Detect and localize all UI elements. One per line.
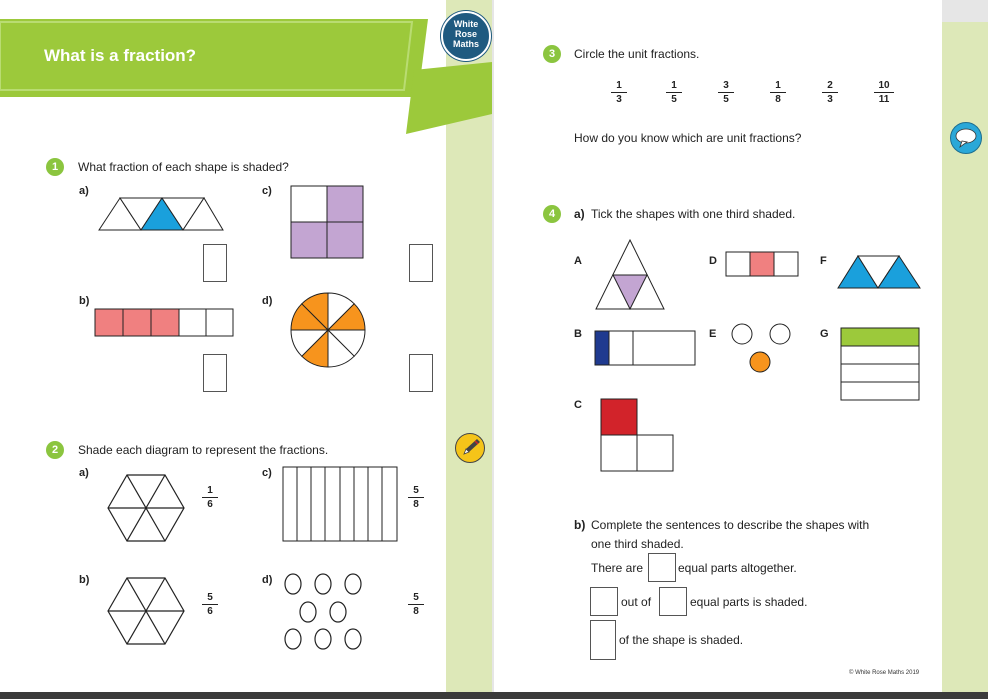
q4-shape-a[interactable] xyxy=(595,239,665,311)
q4-shape-label-g: G xyxy=(820,328,829,340)
logo-text-white: White xyxy=(453,19,479,29)
q1-part-c-label: c) xyxy=(262,185,272,197)
q3-fraction-2-numerator: 1 xyxy=(666,80,682,93)
q4-shape-label-f: F xyxy=(820,255,827,267)
q4-shape-label-c: C xyxy=(574,399,582,411)
q4-shape-c[interactable] xyxy=(600,398,674,472)
q4-part-b-label: b) xyxy=(574,518,586,532)
q4-part-b-line2: one third shaded. xyxy=(591,537,684,551)
q1c-square-shape xyxy=(290,185,364,259)
q3-fraction-3-denominator: 5 xyxy=(723,94,729,105)
q3-fraction-4 xyxy=(770,80,786,105)
q3-fraction-1 xyxy=(611,80,627,105)
q3-fraction-1-numerator: 1 xyxy=(611,80,627,93)
q2-part-d-label: d) xyxy=(262,574,273,586)
q2c-fraction-numerator: 5 xyxy=(408,485,424,498)
q1d-answer-box[interactable] xyxy=(409,354,433,392)
q3-fraction-5 xyxy=(822,80,838,105)
q1-text: What fraction of each shape is shaded? xyxy=(78,160,289,174)
q3-fraction-5-denominator: 3 xyxy=(827,94,833,105)
q1a-answer-box[interactable] xyxy=(203,244,227,282)
q2a-fraction xyxy=(202,485,218,510)
q2-text: Shade each diagram to represent the fractions. xyxy=(78,443,329,457)
pencil-icon-glyph xyxy=(456,434,484,462)
q3-fraction-2 xyxy=(666,80,682,105)
q3-fraction-6-numerator: 10 xyxy=(874,80,894,93)
q2c-fraction-denominator: 8 xyxy=(413,499,419,510)
q2b-hexagon-shape[interactable] xyxy=(106,572,186,650)
speech-bubble-icon xyxy=(950,122,982,154)
q3-number: 3 xyxy=(543,45,561,63)
q3-followup-text: How do you know which are unit fractions? xyxy=(574,131,802,145)
left-page xyxy=(0,0,492,692)
q4-shape-label-d: D xyxy=(709,255,717,267)
q3-fraction-4-denominator: 8 xyxy=(775,94,781,105)
q3-fraction-3-numerator: 3 xyxy=(718,80,734,93)
q3-text: Circle the unit fractions. xyxy=(574,47,700,61)
q2c-bar-shape[interactable] xyxy=(282,466,398,542)
q4-part-b-line1: Complete the sentences to describe the shapes with xyxy=(591,518,870,532)
sentence2-suffix: equal parts is shaded. xyxy=(690,595,808,609)
q1a-triangles-shape xyxy=(98,197,224,232)
white-rose-maths-logo xyxy=(441,11,491,61)
q3-fraction-4-numerator: 1 xyxy=(770,80,786,93)
q3-fraction-5-numerator: 2 xyxy=(822,80,838,93)
q2d-fraction-denominator: 8 xyxy=(413,606,419,617)
q2d-fraction-numerator: 5 xyxy=(408,592,424,605)
q4-shape-f[interactable] xyxy=(837,255,921,289)
q2b-fraction-denominator: 6 xyxy=(207,606,213,617)
sentence1-prefix: There are xyxy=(591,561,644,575)
q1-part-d-label: d) xyxy=(262,295,273,307)
speech-bubble-icon-glyph xyxy=(951,123,981,153)
q1c-answer-box[interactable] xyxy=(409,244,433,282)
q4-shape-label-b: B xyxy=(574,328,582,340)
q1-part-b-label: b) xyxy=(79,295,90,307)
q3-fraction-2-denominator: 5 xyxy=(671,94,677,105)
q4-shape-label-a: A xyxy=(574,255,582,267)
q1-number: 1 xyxy=(46,158,64,176)
title-banner xyxy=(0,14,492,139)
q1-part-a-label: a) xyxy=(79,185,89,197)
q4-shape-e[interactable] xyxy=(730,322,794,374)
pencil-icon xyxy=(455,433,485,463)
copyright-text: © White Rose Maths 2019 xyxy=(849,670,920,676)
q2d-fraction xyxy=(408,592,424,617)
q2a-fraction-denominator: 6 xyxy=(207,499,213,510)
q2b-fraction-numerator: 5 xyxy=(202,592,218,605)
sentence3-box[interactable] xyxy=(590,620,616,660)
q2-part-c-label: c) xyxy=(262,467,272,479)
q4-shape-label-e: E xyxy=(709,328,717,340)
q2-part-b-label: b) xyxy=(79,574,90,586)
q4-shape-b[interactable] xyxy=(594,330,697,366)
sentence2-box2[interactable] xyxy=(659,587,687,616)
q2c-fraction xyxy=(408,485,424,510)
q2a-fraction-numerator: 1 xyxy=(202,485,218,498)
q2-number: 2 xyxy=(46,441,64,459)
viewer-bottom-bar xyxy=(0,692,988,699)
q4-part-a-label: a) xyxy=(574,207,585,221)
q3-fraction-1-denominator: 3 xyxy=(616,94,622,105)
q3-fraction-6 xyxy=(874,80,894,105)
logo-text-rose: Rose xyxy=(454,29,477,39)
q2a-hexagon-shape[interactable] xyxy=(106,469,186,547)
q3-fraction-6-denominator: 11 xyxy=(878,94,890,105)
q1d-circle-shape xyxy=(289,291,367,369)
right-page-top-gap xyxy=(494,0,942,22)
sentence1-suffix: equal parts altogether. xyxy=(678,561,797,575)
q4-number: 4 xyxy=(543,205,561,223)
sentence3-suffix: of the shape is shaded. xyxy=(619,633,744,647)
q4-shape-g[interactable] xyxy=(840,327,921,402)
q1b-bar-shape xyxy=(94,308,234,337)
q2-part-a-label: a) xyxy=(79,467,89,479)
logo-text-maths: Maths xyxy=(452,39,479,49)
q4-shape-d[interactable] xyxy=(725,251,799,277)
sentence2-box1[interactable] xyxy=(590,587,618,616)
q2d-ovals-shape[interactable] xyxy=(282,572,368,652)
q1b-answer-box[interactable] xyxy=(203,354,227,392)
sentence1-box[interactable] xyxy=(648,553,676,582)
page-title: What is a fraction? xyxy=(44,46,197,65)
sentence2-middle: out of xyxy=(621,595,652,609)
q2b-fraction xyxy=(202,592,218,617)
q3-fraction-3 xyxy=(718,80,734,105)
q4-part-a-text: Tick the shapes with one third shaded. xyxy=(591,207,796,221)
